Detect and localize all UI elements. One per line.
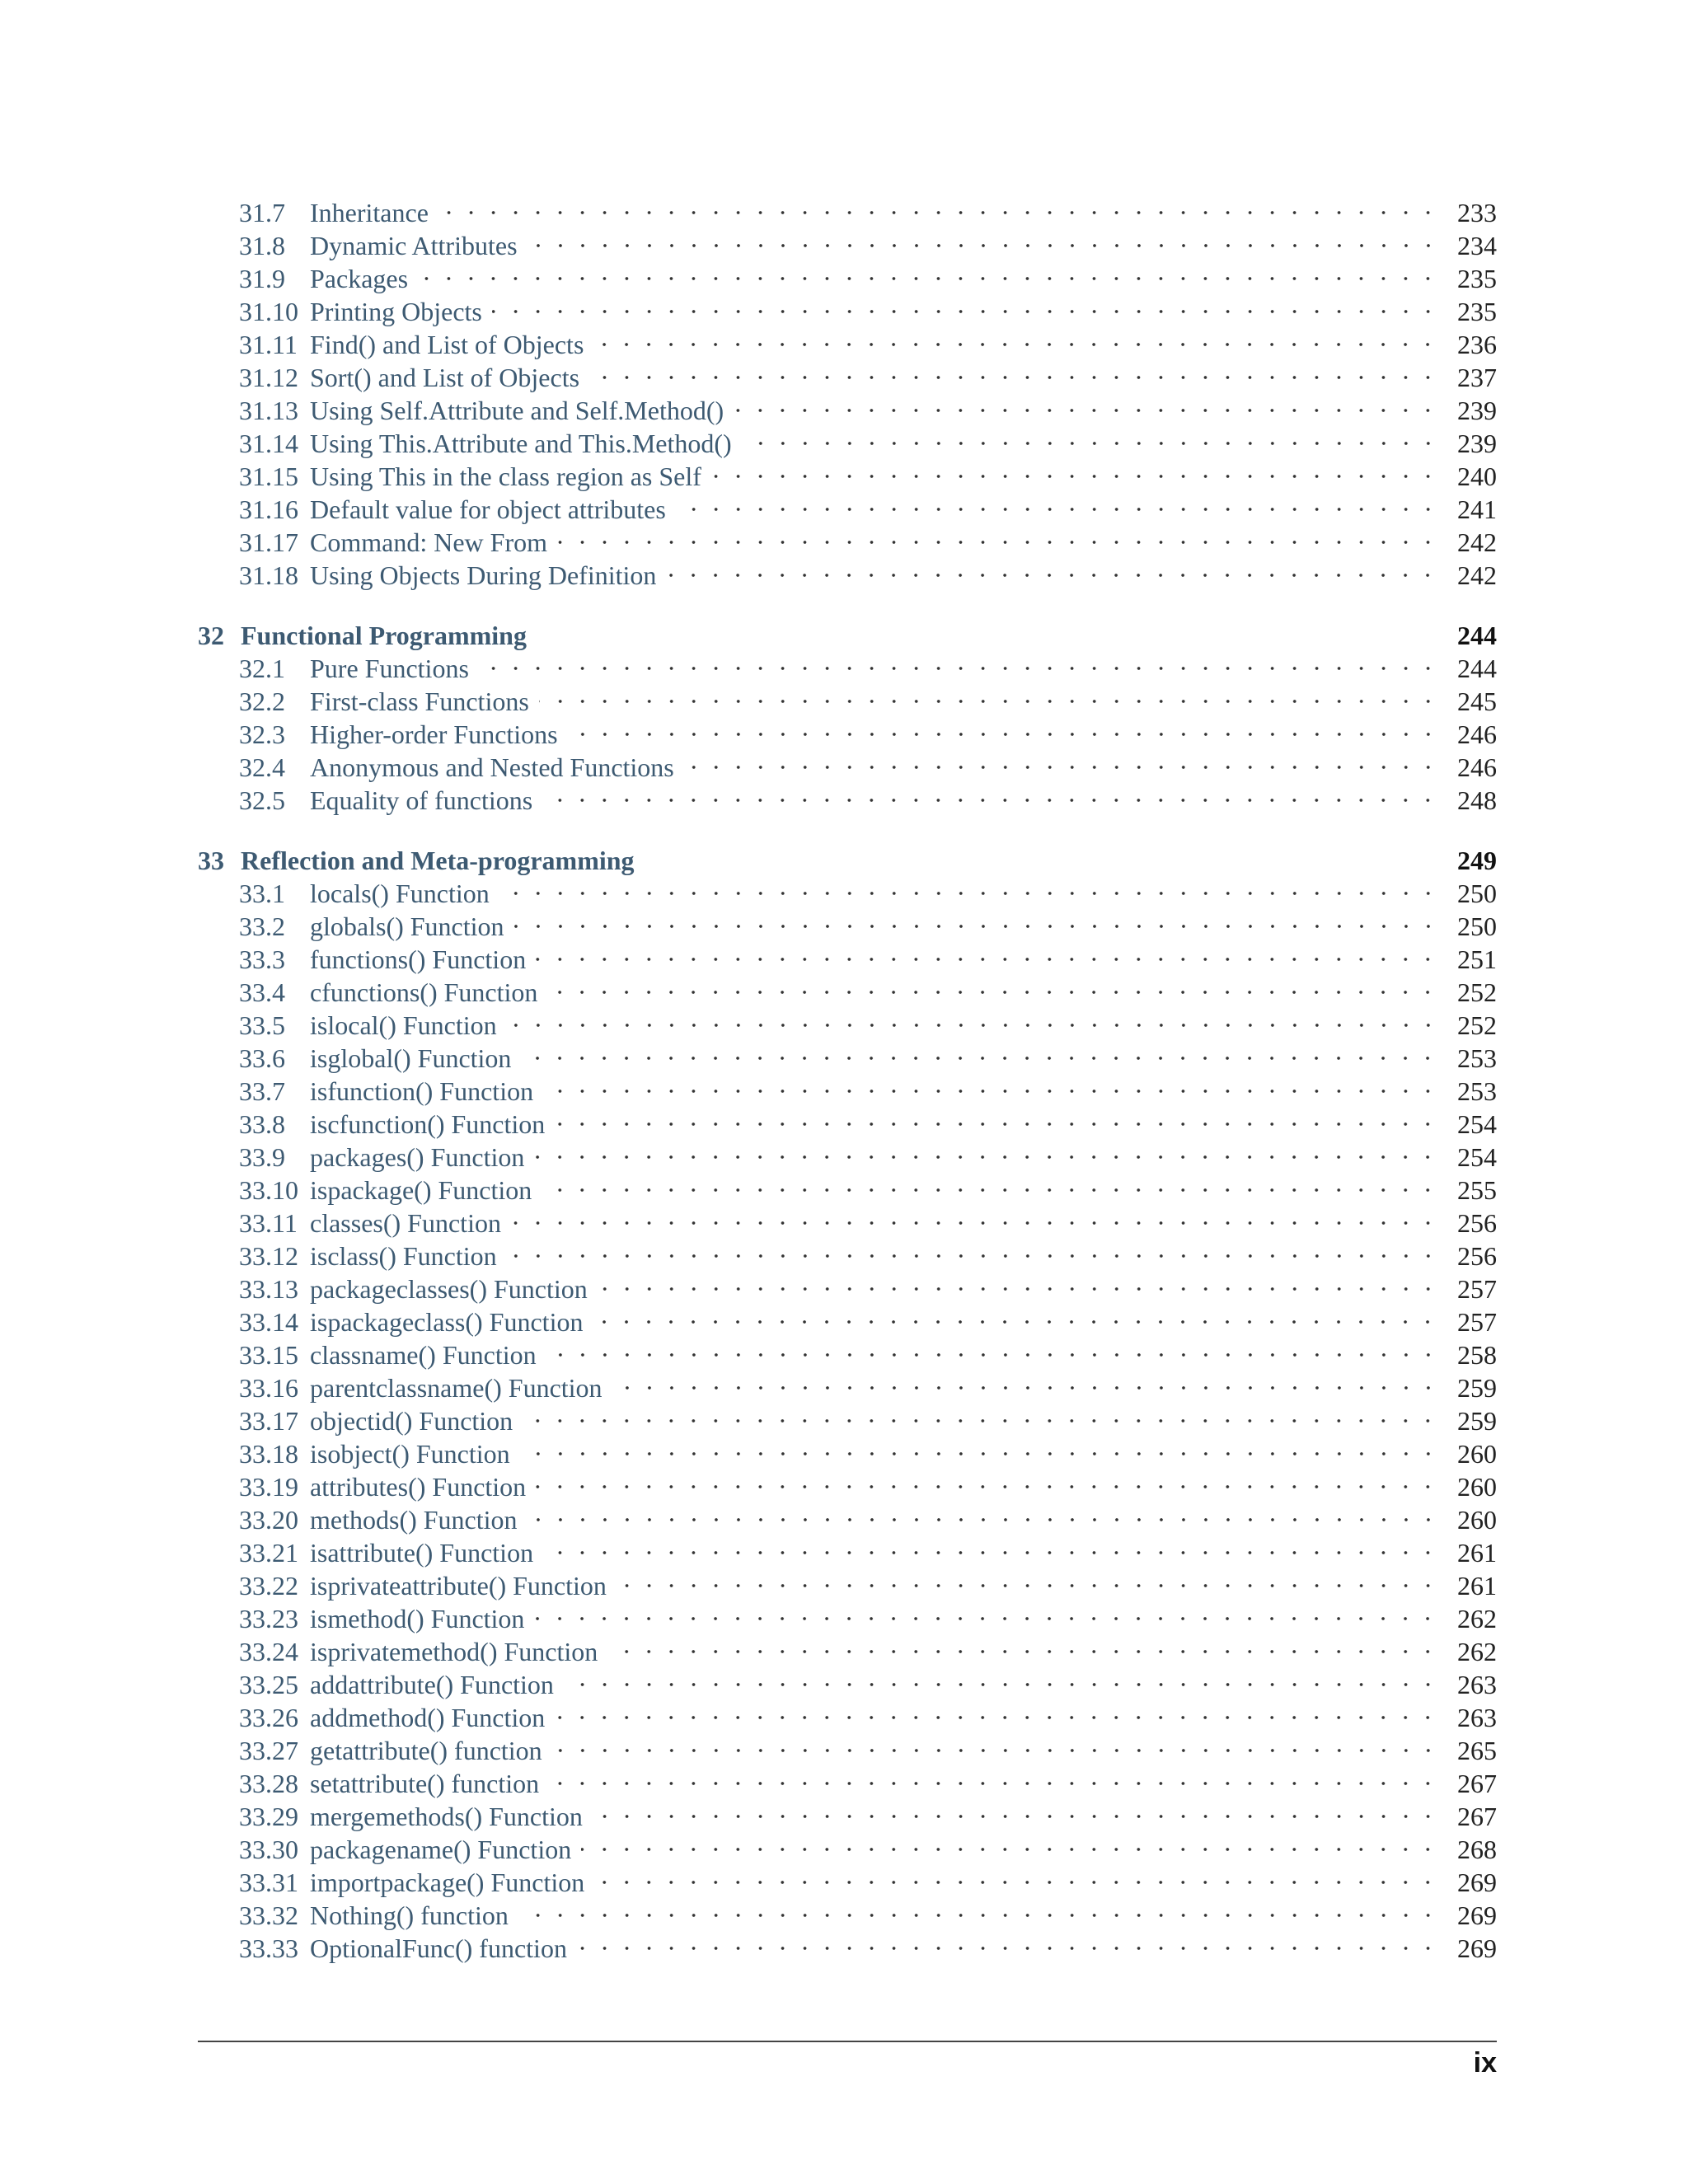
toc-section-entry[interactable] [198, 1833, 1497, 1866]
section-page-number[interactable]: 269 [1457, 1900, 1497, 1930]
section-title[interactable]: isattribute() Function [310, 1538, 534, 1568]
section-title[interactable]: Anonymous and Nested Functions [310, 752, 674, 782]
section-title[interactable]: packageclasses() Function [310, 1274, 588, 1304]
dot-leader [518, 1913, 1439, 1918]
section-page-number[interactable]: 248 [1457, 785, 1497, 815]
toc-section-entry[interactable] [198, 1470, 1497, 1503]
section-number[interactable]: 31.10 [239, 297, 298, 326]
dot-leader [557, 540, 1439, 545]
section-number[interactable]: 32.4 [239, 752, 285, 782]
dot-leader [593, 1814, 1439, 1819]
toc-section-entry[interactable] [198, 328, 1497, 361]
section-number[interactable]: 31.13 [239, 396, 298, 425]
toc-section-entry[interactable] [198, 1602, 1497, 1635]
section-title[interactable]: Packages [310, 264, 409, 293]
toc-section-entry[interactable] [198, 262, 1497, 295]
dot-leader [593, 1319, 1439, 1324]
section-number[interactable]: 32.2 [239, 687, 285, 716]
section-page-number[interactable]: 239 [1457, 396, 1497, 425]
section-title[interactable]: Default value for object attributes [310, 494, 666, 524]
footer-divider [198, 2041, 1497, 2042]
toc-section-entry[interactable] [198, 1207, 1497, 1240]
section-title[interactable]: isglobal() Function [310, 1043, 512, 1073]
section-number[interactable]: 33.18 [239, 1439, 298, 1469]
toc-section-entry[interactable] [198, 1536, 1497, 1569]
dot-leader [612, 1385, 1439, 1390]
toc-chapter-entry[interactable] [198, 844, 1497, 877]
section-number[interactable]: 31.18 [239, 560, 298, 590]
dot-leader [418, 276, 1439, 281]
toc-section-entry[interactable] [198, 196, 1497, 229]
section-title[interactable]: ispackageclass() Function [310, 1307, 584, 1337]
section-title[interactable]: Printing Objects [310, 297, 482, 326]
section-title[interactable]: isclass() Function [310, 1241, 497, 1271]
section-page-number[interactable]: 257 [1457, 1274, 1497, 1304]
section-page-number[interactable]: 235 [1457, 297, 1497, 326]
section-title[interactable]: setattribute() function [310, 1769, 540, 1798]
section-number[interactable]: 33.4 [239, 977, 285, 1007]
section-page-number[interactable]: 267 [1457, 1802, 1497, 1831]
toc-section-entry[interactable] [198, 751, 1497, 784]
section-page-number[interactable]: 267 [1457, 1769, 1497, 1798]
section-title[interactable]: ismethod() Function [310, 1604, 525, 1633]
section-number[interactable]: 33.27 [239, 1736, 298, 1765]
section-page-number[interactable]: 260 [1457, 1439, 1497, 1469]
dot-leader [555, 1715, 1439, 1720]
section-number[interactable]: 33.15 [239, 1340, 298, 1370]
toc-section-entry[interactable] [198, 1503, 1497, 1536]
dot-leader [521, 1056, 1439, 1061]
toc-section-entry[interactable] [198, 1174, 1497, 1207]
section-number[interactable]: 33.6 [239, 1043, 285, 1073]
section-page-number[interactable]: 258 [1457, 1340, 1497, 1370]
toc-section-entry[interactable] [198, 394, 1497, 427]
dot-leader [534, 1616, 1439, 1621]
toc-section-entry[interactable] [198, 877, 1497, 910]
section-title[interactable]: iscfunction() Function [310, 1109, 546, 1139]
dot-leader [528, 243, 1439, 248]
toc-section-entry[interactable] [198, 1141, 1497, 1174]
section-title[interactable]: Pure Functions [310, 654, 469, 683]
toc-section-entry[interactable] [198, 460, 1497, 493]
toc-section-entry[interactable] [198, 1734, 1497, 1767]
dot-leader [507, 1254, 1439, 1258]
toc-section-entry[interactable] [198, 718, 1497, 751]
section-number[interactable]: 33.23 [239, 1604, 298, 1633]
section-title[interactable]: getattribute() function [310, 1736, 542, 1765]
section-title[interactable]: ispackage() Function [310, 1175, 532, 1205]
dot-leader [549, 1781, 1439, 1786]
page-number: ix [1473, 2047, 1497, 2079]
dot-leader [593, 342, 1439, 347]
section-number[interactable]: 31.17 [239, 527, 298, 557]
section-number[interactable]: 33.9 [239, 1142, 285, 1172]
toc-section-entry[interactable] [198, 1899, 1497, 1932]
section-number[interactable]: 33.31 [239, 1868, 298, 1897]
section-page-number[interactable]: 250 [1457, 912, 1497, 941]
section-page-number[interactable]: 242 [1457, 560, 1497, 590]
dot-leader [552, 1748, 1439, 1753]
section-title[interactable]: parentclassname() Function [310, 1373, 603, 1403]
section-number[interactable]: 33.3 [239, 944, 285, 974]
section-page-number[interactable]: 233 [1457, 198, 1497, 227]
dot-leader [520, 1451, 1439, 1456]
section-page-number[interactable]: 252 [1457, 977, 1497, 1007]
toc-section-entry[interactable] [198, 1635, 1497, 1668]
section-title[interactable]: Using This.Attribute and This.Method() [310, 429, 732, 458]
section-number[interactable]: 33.12 [239, 1241, 298, 1271]
section-number[interactable]: 31.8 [239, 231, 285, 260]
section-number[interactable]: 33.14 [239, 1307, 298, 1337]
section-page-number[interactable]: 252 [1457, 1010, 1497, 1040]
section-title[interactable]: isprivatemethod() Function [310, 1637, 598, 1666]
section-page-number[interactable]: 245 [1457, 687, 1497, 716]
section-page-number[interactable]: 253 [1457, 1076, 1497, 1106]
toc-section-entry[interactable] [198, 295, 1497, 328]
section-title[interactable]: Command: New From [310, 527, 547, 557]
section-page-number[interactable]: 244 [1457, 654, 1497, 683]
section-title[interactable]: Using This in the class region as Self [310, 462, 701, 491]
section-page-number[interactable]: 250 [1457, 879, 1497, 908]
dot-leader [479, 666, 1439, 671]
dot-leader [555, 1122, 1439, 1127]
section-title[interactable]: isfunction() Function [310, 1076, 534, 1106]
toc-section-entry[interactable] [198, 943, 1497, 976]
section-number[interactable]: 31.12 [239, 363, 298, 392]
section-page-number[interactable]: 269 [1457, 1868, 1497, 1897]
section-number[interactable]: 33.28 [239, 1769, 298, 1798]
section-number[interactable]: 33.16 [239, 1373, 298, 1403]
section-title[interactable]: OptionalFunc() function [310, 1933, 567, 1963]
section-page-number[interactable]: 269 [1457, 1933, 1497, 1963]
section-page-number[interactable]: 246 [1457, 752, 1497, 782]
section-page-number[interactable]: 260 [1457, 1505, 1497, 1535]
section-page-number[interactable]: 255 [1457, 1175, 1497, 1205]
dot-leader [581, 1847, 1439, 1852]
section-number[interactable]: 33.13 [239, 1274, 298, 1304]
toc-section-entry[interactable] [198, 1075, 1497, 1108]
chapter-page-number[interactable]: 249 [1457, 846, 1497, 875]
section-title[interactable]: importpackage() Function [310, 1868, 585, 1897]
section-page-number[interactable]: 259 [1457, 1406, 1497, 1436]
dot-leader [594, 1880, 1439, 1885]
toc-section-entry[interactable] [198, 1701, 1497, 1734]
section-number[interactable]: 33.17 [239, 1406, 298, 1436]
dot-leader [734, 408, 1439, 413]
section-title[interactable]: locals() Function [310, 879, 490, 908]
section-number[interactable]: 33.33 [239, 1933, 298, 1963]
section-page-number[interactable]: 246 [1457, 719, 1497, 749]
dot-leader [523, 1418, 1439, 1423]
dot-leader [438, 210, 1439, 215]
section-title[interactable]: attributes() Function [310, 1472, 527, 1502]
toc-section-entry[interactable] [198, 493, 1497, 526]
section-page-number[interactable]: 263 [1457, 1703, 1497, 1732]
section-page-number[interactable]: 261 [1457, 1571, 1497, 1601]
dot-leader [536, 1484, 1439, 1489]
section-page-number[interactable]: 256 [1457, 1241, 1497, 1271]
section-page-number[interactable]: 257 [1457, 1307, 1497, 1337]
section-title[interactable]: Equality of functions [310, 785, 533, 815]
section-number[interactable]: 33.22 [239, 1571, 298, 1601]
toc-section-entry[interactable] [198, 910, 1497, 943]
dot-leader [617, 1583, 1439, 1588]
dot-leader [534, 1155, 1439, 1160]
dot-leader [546, 1352, 1439, 1357]
toc-section-entry[interactable] [198, 1404, 1497, 1437]
toc-section-entry[interactable] [198, 1371, 1497, 1404]
toc-section-entry[interactable] [198, 1767, 1497, 1800]
section-title[interactable]: Sort() and List of Objects [310, 363, 580, 392]
section-number[interactable]: 33.24 [239, 1637, 298, 1666]
section-number[interactable]: 33.32 [239, 1900, 298, 1930]
dot-leader [547, 990, 1439, 995]
dot-leader [539, 699, 1439, 704]
chapter-number[interactable]: 33 [198, 846, 224, 875]
table-of-contents [198, 196, 1497, 1965]
section-title[interactable]: methods() Function [310, 1505, 518, 1535]
section-title[interactable]: Dynamic Attributes [310, 231, 518, 260]
toc-section-entry[interactable] [198, 652, 1497, 685]
toc-section-entry[interactable] [198, 1272, 1497, 1305]
section-title[interactable]: Using Objects During Definition [310, 560, 657, 590]
section-page-number[interactable]: 259 [1457, 1373, 1497, 1403]
section-title[interactable]: Nothing() function [310, 1900, 509, 1930]
section-title[interactable]: packages() Function [310, 1142, 525, 1172]
chapter-number[interactable]: 32 [198, 621, 224, 650]
section-title[interactable]: Higher-order Functions [310, 719, 558, 749]
section-page-number[interactable]: 261 [1457, 1538, 1497, 1568]
section-title[interactable]: packagename() Function [310, 1835, 572, 1864]
section-page-number[interactable]: 240 [1457, 462, 1497, 491]
section-title[interactable]: First-class Functions [310, 687, 529, 716]
dot-leader [577, 1946, 1439, 1951]
section-number[interactable]: 32.1 [239, 654, 285, 683]
section-title[interactable]: globals() Function [310, 912, 504, 941]
section-page-number[interactable]: 268 [1457, 1835, 1497, 1864]
dot-leader [598, 1286, 1439, 1291]
toc-section-entry[interactable] [198, 784, 1497, 817]
section-page-number[interactable]: 235 [1457, 264, 1497, 293]
toc-section-entry[interactable] [198, 976, 1497, 1009]
section-number[interactable]: 33.8 [239, 1109, 285, 1139]
section-number[interactable]: 33.2 [239, 912, 285, 941]
section-page-number[interactable]: 239 [1457, 429, 1497, 458]
section-number[interactable]: 33.30 [239, 1835, 298, 1864]
section-number[interactable]: 33.25 [239, 1670, 298, 1699]
section-title[interactable]: classes() Function [310, 1208, 501, 1238]
dot-leader [568, 732, 1439, 737]
section-title[interactable]: mergemethods() Function [310, 1802, 583, 1831]
section-number[interactable]: 32.3 [239, 719, 285, 749]
section-title[interactable]: cfunctions() Function [310, 977, 538, 1007]
section-title[interactable]: addmethod() Function [310, 1703, 546, 1732]
chapter-page-number[interactable]: 244 [1457, 621, 1497, 650]
toc-section-entry[interactable] [198, 1042, 1497, 1075]
dot-leader [543, 1089, 1439, 1094]
section-page-number[interactable]: 254 [1457, 1109, 1497, 1139]
toc-section-entry[interactable] [198, 1800, 1497, 1833]
section-page-number[interactable]: 236 [1457, 330, 1497, 359]
dot-leader [542, 798, 1439, 803]
section-number[interactable]: 33.20 [239, 1505, 298, 1535]
dot-leader [564, 1682, 1439, 1687]
toc-section-entry[interactable] [198, 1009, 1497, 1042]
section-title[interactable]: isobject() Function [310, 1439, 510, 1469]
section-title[interactable]: objectid() Function [310, 1406, 513, 1436]
section-page-number[interactable]: 265 [1457, 1736, 1497, 1765]
section-number[interactable]: 32.5 [239, 785, 285, 815]
dot-leader [511, 1221, 1439, 1226]
section-number[interactable]: 33.26 [239, 1703, 298, 1732]
chapter-title[interactable]: Functional Programming [241, 621, 527, 650]
section-number[interactable]: 33.10 [239, 1175, 298, 1205]
section-title[interactable]: isprivateattribute() Function [310, 1571, 607, 1601]
section-page-number[interactable]: 241 [1457, 494, 1497, 524]
toc-section-entry[interactable] [198, 1305, 1497, 1338]
section-title[interactable]: classname() Function [310, 1340, 537, 1370]
dot-leader [666, 573, 1439, 578]
toc-section-entry[interactable] [198, 1866, 1497, 1899]
section-number[interactable]: 33.7 [239, 1076, 285, 1106]
toc-section-entry[interactable] [198, 361, 1497, 394]
section-number[interactable]: 31.15 [239, 462, 298, 491]
section-title[interactable]: addattribute() Function [310, 1670, 554, 1699]
section-title[interactable]: Find() and List of Objects [310, 330, 584, 359]
section-number[interactable]: 33.11 [239, 1208, 298, 1238]
section-page-number[interactable]: 242 [1457, 527, 1497, 557]
section-number[interactable]: 31.7 [239, 198, 285, 227]
section-page-number[interactable]: 262 [1457, 1604, 1497, 1633]
toc-section-entry[interactable] [198, 685, 1497, 718]
dot-leader [536, 957, 1439, 962]
dot-leader [507, 1023, 1439, 1028]
section-number[interactable]: 31.16 [239, 494, 298, 524]
toc-section-entry[interactable] [198, 526, 1497, 559]
toc-section-entry[interactable] [198, 1569, 1497, 1602]
dot-leader [742, 441, 1439, 446]
dot-leader [684, 765, 1439, 770]
dot-leader [542, 1188, 1439, 1193]
dot-leader [711, 474, 1439, 479]
toc-section-entry[interactable] [198, 1338, 1497, 1371]
dot-leader [676, 507, 1439, 512]
section-page-number[interactable]: 262 [1457, 1637, 1497, 1666]
section-page-number[interactable]: 256 [1457, 1208, 1497, 1238]
toc-section-entry[interactable] [198, 229, 1497, 262]
dot-leader [499, 891, 1439, 896]
dot-leader [528, 1517, 1439, 1522]
section-page-number[interactable]: 263 [1457, 1670, 1497, 1699]
toc-section-entry[interactable] [198, 1108, 1497, 1141]
section-number[interactable]: 33.29 [239, 1802, 298, 1831]
dot-leader [514, 924, 1439, 929]
section-number[interactable]: 31.11 [239, 330, 298, 359]
toc-section-entry[interactable] [198, 1932, 1497, 1965]
toc-chapter-entry[interactable] [198, 619, 1497, 652]
dot-leader [607, 1649, 1439, 1654]
section-page-number[interactable]: 253 [1457, 1043, 1497, 1073]
toc-section-entry[interactable] [198, 1240, 1497, 1272]
section-number[interactable]: 31.14 [239, 429, 298, 458]
section-title[interactable]: islocal() Function [310, 1010, 497, 1040]
section-page-number[interactable]: 237 [1457, 363, 1497, 392]
section-title[interactable]: Inheritance [310, 198, 429, 227]
section-number[interactable]: 33.19 [239, 1472, 298, 1502]
section-page-number[interactable]: 251 [1457, 944, 1497, 974]
section-number[interactable]: 33.21 [239, 1538, 298, 1568]
section-page-number[interactable]: 260 [1457, 1472, 1497, 1502]
section-title[interactable]: Using Self.Attribute and Self.Method() [310, 396, 724, 425]
toc-section-entry[interactable] [198, 1437, 1497, 1470]
section-page-number[interactable]: 234 [1457, 231, 1497, 260]
chapter-title[interactable]: Reflection and Meta-programming [241, 846, 635, 875]
section-number[interactable]: 31.9 [239, 264, 285, 293]
toc-section-entry[interactable] [198, 427, 1497, 460]
section-title[interactable]: functions() Function [310, 944, 527, 974]
section-page-number[interactable]: 254 [1457, 1142, 1497, 1172]
toc-section-entry[interactable] [198, 559, 1497, 592]
dot-leader [543, 1550, 1439, 1555]
dot-leader [589, 375, 1439, 380]
toc-section-entry[interactable] [198, 1668, 1497, 1701]
section-number[interactable]: 33.1 [239, 879, 285, 908]
section-number[interactable]: 33.5 [239, 1010, 285, 1040]
dot-leader [492, 309, 1439, 314]
